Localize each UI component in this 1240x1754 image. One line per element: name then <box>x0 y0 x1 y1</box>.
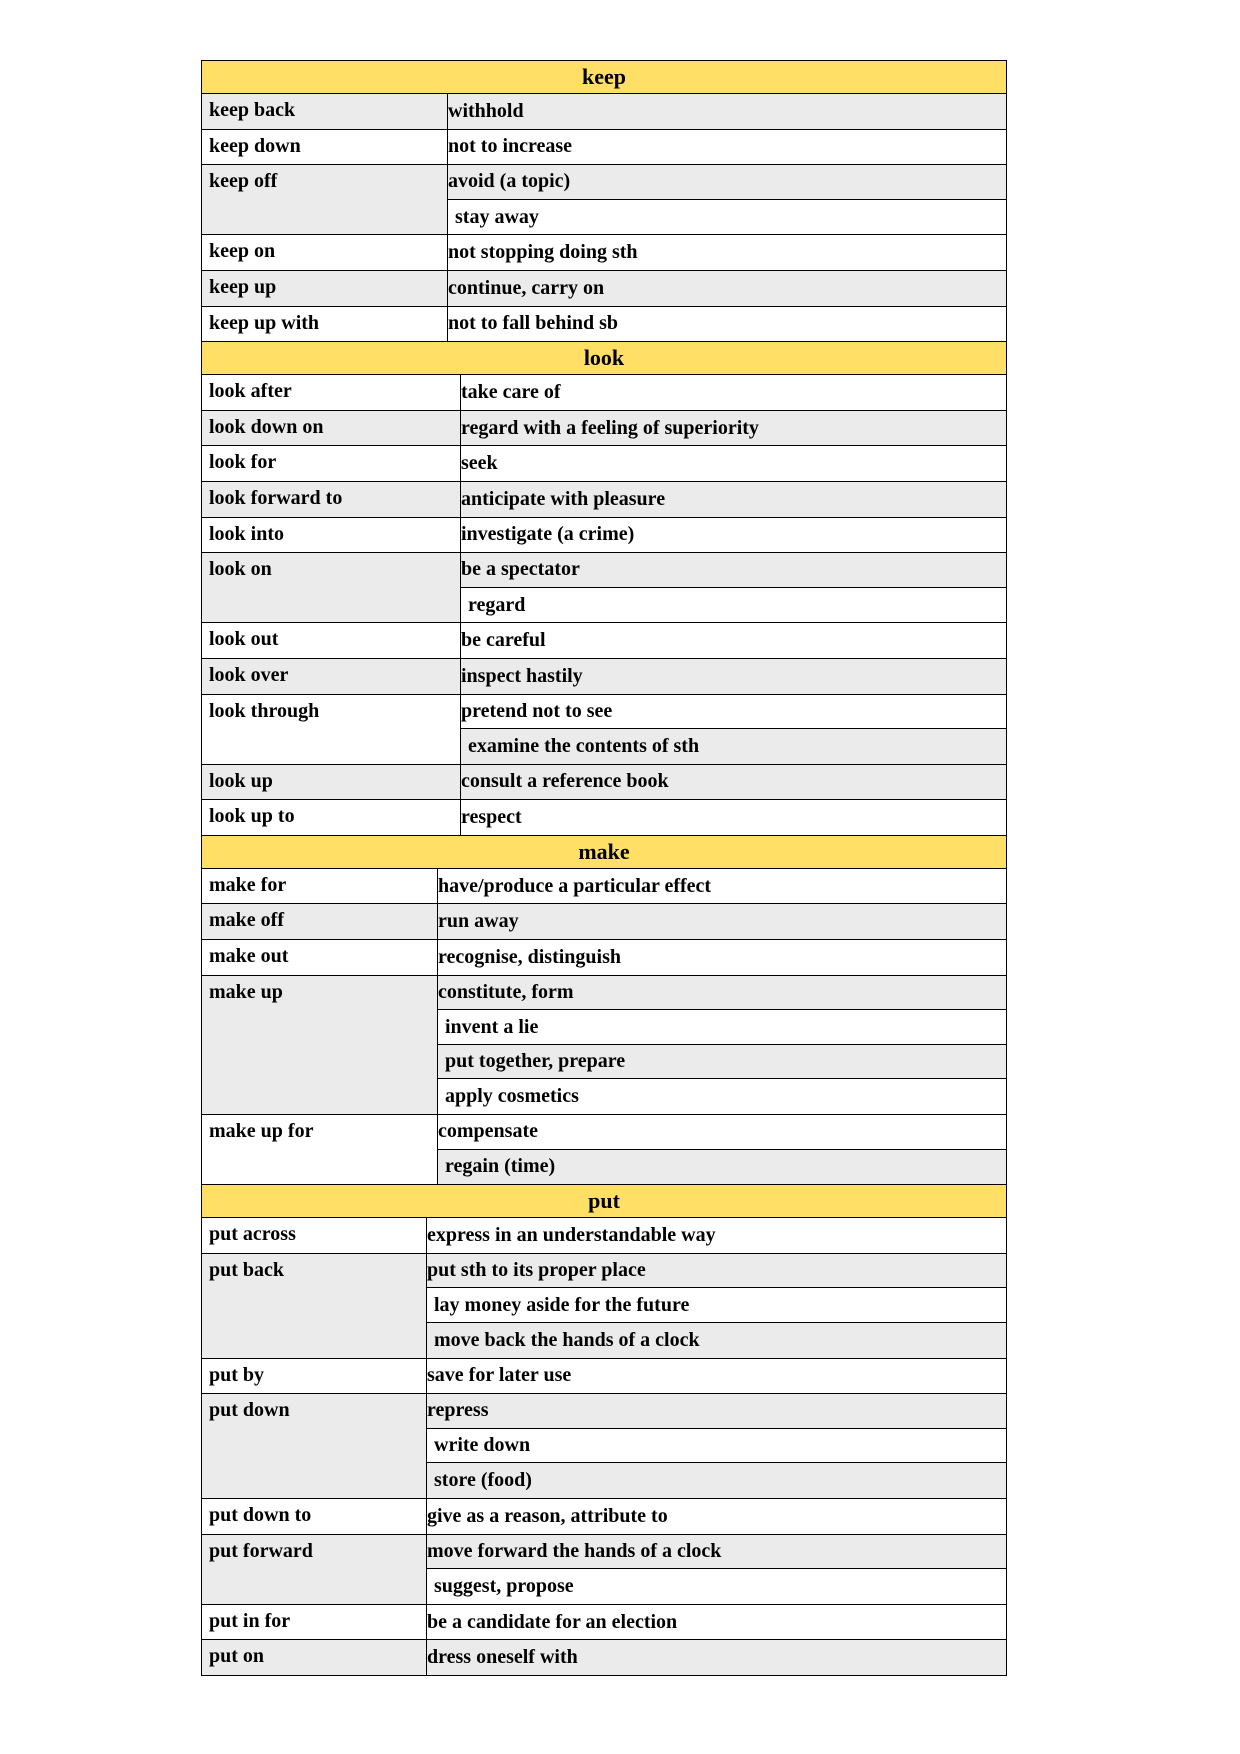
definition: lay money aside for the future <box>427 1288 1006 1323</box>
phrasal-verb: make for <box>202 869 438 904</box>
table-row <box>202 271 1006 307</box>
phrasal-verb: put back <box>202 1254 427 1358</box>
table-row <box>202 695 1006 765</box>
section-header-look: look <box>202 342 1006 375</box>
table-row <box>202 976 1006 1115</box>
definition: anticipate with pleasure <box>461 482 1006 517</box>
table-row <box>202 518 1006 554</box>
phrasal-verb: put down to <box>202 1499 427 1534</box>
definition: repress <box>427 1394 1006 1429</box>
definition-list <box>448 235 1006 270</box>
definition: save for later use <box>427 1364 572 1387</box>
definition-list <box>438 976 1006 1114</box>
table-row <box>202 446 1006 482</box>
table-row <box>202 940 1006 976</box>
table-row <box>202 1605 1006 1641</box>
definition-list <box>448 94 1006 129</box>
table-row <box>202 1640 1006 1675</box>
definition: suggest, propose <box>434 1574 574 1597</box>
definition: give as a reason, attribute to <box>427 1504 668 1527</box>
definition: examine the contents of sth <box>461 729 1006 764</box>
definition: regain (time) <box>438 1150 1006 1185</box>
phrasal-verb: put in for <box>202 1605 427 1640</box>
definition: regard with a feeling of superiority <box>461 411 1006 446</box>
phrasal-verb: look out <box>202 623 461 658</box>
definition: inspect hastily <box>461 659 1006 694</box>
definition-list <box>461 446 1006 481</box>
definition: move forward the hands of a clock <box>427 1535 1006 1570</box>
table-row <box>202 623 1006 659</box>
definition-list <box>427 1359 1006 1394</box>
phrasal-verb: make off <box>202 904 438 939</box>
phrasal-verb: look down on <box>202 411 461 446</box>
definition-list <box>427 1605 1006 1640</box>
table-row <box>202 482 1006 518</box>
table-row <box>202 765 1006 801</box>
definition-list <box>461 518 1006 553</box>
table-row <box>202 307 1006 343</box>
phrasal-verb: keep off <box>202 165 448 234</box>
definition: be a spectator <box>461 553 1006 588</box>
definition: write down <box>427 1429 1006 1464</box>
definition-list <box>427 1254 1006 1358</box>
phrasal-verb: look on <box>202 553 461 622</box>
definition: regard <box>468 593 526 616</box>
phrasal-verb: look through <box>202 695 461 764</box>
definition-list <box>461 411 1006 446</box>
definition: consult a reference book <box>461 765 1006 800</box>
definition: pretend not to see <box>461 695 1006 730</box>
phrasal-verb: put forward <box>202 1535 427 1604</box>
table-row <box>202 869 1006 905</box>
definition: store (food) <box>427 1463 1006 1498</box>
phrasal-verbs-table <box>201 60 1007 1676</box>
phrasal-verb: keep up with <box>202 307 448 342</box>
phrasal-verb: put by <box>202 1359 427 1394</box>
definition-list <box>461 375 1006 410</box>
definition: put sth to its proper place <box>427 1254 1006 1289</box>
definition: put together, prepare <box>438 1045 1006 1080</box>
definition-list <box>427 1640 1006 1675</box>
phrasal-verb: put down <box>202 1394 427 1498</box>
table-row <box>202 904 1006 940</box>
phrasal-verb: make up for <box>202 1115 438 1184</box>
definition-list <box>427 1535 1006 1604</box>
definition-list <box>448 130 1006 165</box>
section-header-keep: keep <box>202 61 1006 94</box>
definition: be a candidate for an election <box>427 1610 678 1633</box>
definition: compensate <box>438 1115 1006 1150</box>
definition-list <box>461 765 1006 800</box>
definition: withhold <box>448 94 1006 129</box>
phrasal-verb: put across <box>202 1218 427 1253</box>
table-row <box>202 375 1006 411</box>
definition-list <box>438 869 1006 904</box>
definition-list <box>461 800 1006 835</box>
definition-list <box>448 165 1006 234</box>
phrasal-verb: make out <box>202 940 438 975</box>
phrasal-verb: look for <box>202 446 461 481</box>
table-row <box>202 130 1006 166</box>
table-row <box>202 659 1006 695</box>
definition: not stopping doing sth <box>448 241 638 264</box>
phrasal-verb: put on <box>202 1640 427 1675</box>
table-row <box>202 1218 1006 1254</box>
definition-list <box>461 695 1006 764</box>
definition: respect <box>461 806 522 829</box>
definition: apply cosmetics <box>445 1085 579 1108</box>
phrasal-verb: look into <box>202 518 461 553</box>
table-row <box>202 1115 1006 1185</box>
definition: be careful <box>461 629 546 652</box>
phrasal-verb: look over <box>202 659 461 694</box>
definition-list <box>448 271 1006 306</box>
table-row <box>202 1394 1006 1499</box>
definition: not to fall behind sb <box>448 312 619 335</box>
section-header-put: put <box>202 1185 1006 1218</box>
definition: stay away <box>455 205 539 228</box>
definition: move back the hands of a clock <box>427 1323 1006 1358</box>
phrasal-verb: keep back <box>202 94 448 129</box>
definition-list <box>427 1218 1006 1253</box>
phrasal-verb: look forward to <box>202 482 461 517</box>
definition-list <box>461 553 1006 622</box>
definition: run away <box>438 904 1006 939</box>
phrasal-verb: look after <box>202 375 461 410</box>
table-row <box>202 411 1006 447</box>
definition: investigate (a crime) <box>461 523 635 546</box>
definition-list <box>438 904 1006 939</box>
definition: not to increase <box>448 135 573 158</box>
definition-list <box>461 482 1006 517</box>
definition-list <box>448 307 1006 342</box>
phrasal-verb: look up to <box>202 800 461 835</box>
phrasal-verb: look up <box>202 765 461 800</box>
definition: express in an understandable way <box>427 1224 716 1247</box>
phrasal-verb: keep down <box>202 130 448 165</box>
definition: dress oneself with <box>427 1640 1006 1675</box>
definition: recognise, distinguish <box>438 945 621 968</box>
table-row <box>202 165 1006 235</box>
definition-list <box>438 1115 1006 1184</box>
definition-list <box>461 623 1006 658</box>
definition: invent a lie <box>438 1010 1006 1045</box>
table-row <box>202 1359 1006 1395</box>
section-header-make: make <box>202 836 1006 869</box>
table-row <box>202 553 1006 623</box>
table-row <box>202 94 1006 130</box>
definition: continue, carry on <box>448 271 1006 306</box>
definition-list <box>427 1499 1006 1534</box>
definition: avoid (a topic) <box>448 165 1006 200</box>
definition: seek <box>461 452 498 475</box>
definition-list <box>438 940 1006 975</box>
table-row <box>202 1535 1006 1605</box>
definition-list <box>427 1394 1006 1498</box>
definition: take care of <box>461 380 561 403</box>
definition: have/produce a particular effect <box>438 874 712 897</box>
table-row <box>202 235 1006 271</box>
table-row <box>202 800 1006 836</box>
phrasal-verb: keep up <box>202 271 448 306</box>
phrasal-verb: make up <box>202 976 438 1114</box>
definition: constitute, form <box>438 976 1006 1011</box>
definition-list <box>461 659 1006 694</box>
phrasal-verb: keep on <box>202 235 448 270</box>
table-row <box>202 1254 1006 1359</box>
table-row <box>202 1499 1006 1535</box>
